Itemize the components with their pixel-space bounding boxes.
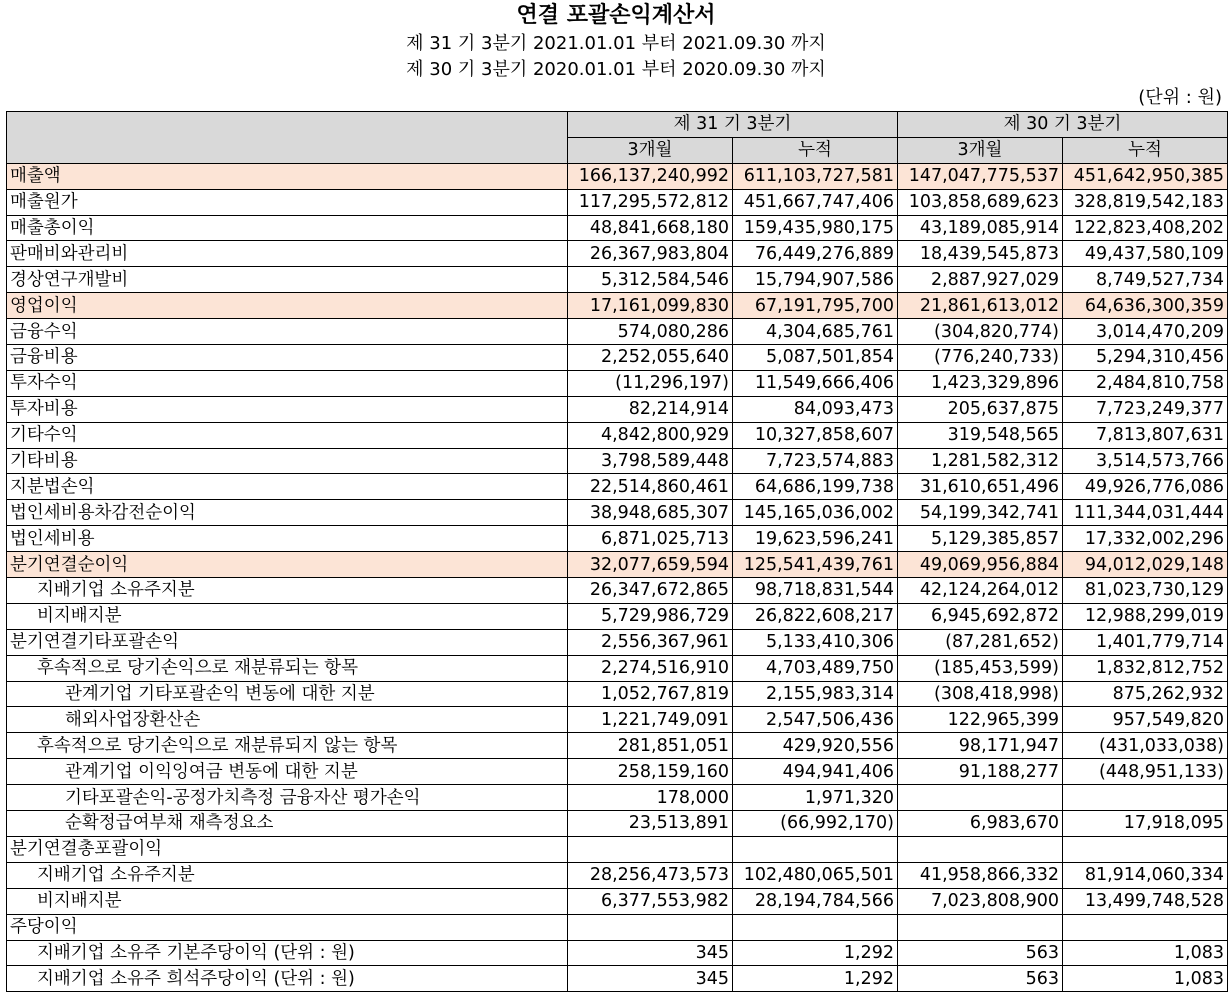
row-value: (448,951,133) [1063, 759, 1228, 785]
row-value: 1,052,767,819 [568, 681, 733, 707]
row-label: 해외사업장환산손 [7, 707, 568, 733]
row-label: 비지배지분 [7, 603, 568, 629]
table-row [7, 422, 1228, 448]
row-label: 영업이익 [7, 293, 568, 319]
row-label: 후속적으로 당기손익으로 재분류되지 않는 항목 [7, 733, 568, 759]
table-row [7, 785, 1228, 811]
row-value: 64,686,199,738 [733, 474, 898, 500]
table-row [7, 811, 1228, 837]
row-value: 48,841,668,180 [568, 215, 733, 241]
table-row [7, 578, 1228, 604]
row-value: 3,514,573,766 [1063, 448, 1228, 474]
row-value: 563 [898, 966, 1063, 992]
row-value: 84,093,473 [733, 396, 898, 422]
table-row [7, 836, 1228, 862]
row-value: 15,794,907,586 [733, 267, 898, 293]
period-current: 제 31 기 3분기 2021.01.01 부터 2021.09.30 까지 [406, 33, 826, 54]
row-value: 328,819,542,183 [1063, 189, 1228, 215]
header-period-current: 제 31 기 3분기 [568, 112, 898, 138]
table-row [7, 396, 1228, 422]
row-label: 기타비용 [7, 448, 568, 474]
row-label: 기타수익 [7, 422, 568, 448]
unit-label: (단위 : 원) [1138, 87, 1222, 108]
row-label: 매출액 [7, 163, 568, 189]
row-value: 159,435,980,175 [733, 215, 898, 241]
row-label: 경상연구개발비 [7, 267, 568, 293]
table-row [7, 448, 1228, 474]
row-value: 98,718,831,544 [733, 578, 898, 604]
row-value: 98,171,947 [898, 733, 1063, 759]
row-value: 205,637,875 [898, 396, 1063, 422]
income-statement-table [6, 111, 1228, 992]
row-value: 4,703,489,750 [733, 655, 898, 681]
row-value: 7,723,574,883 [733, 448, 898, 474]
row-value: 1,832,812,752 [1063, 655, 1228, 681]
row-value: 1,292 [733, 966, 898, 992]
row-value: 494,941,406 [733, 759, 898, 785]
row-value: 17,332,002,296 [1063, 526, 1228, 552]
row-value: 5,087,501,854 [733, 345, 898, 371]
row-value: 43,189,085,914 [898, 215, 1063, 241]
table-row [7, 603, 1228, 629]
row-label: 지분법손익 [7, 474, 568, 500]
row-label: 금융수익 [7, 319, 568, 345]
row-value: 147,047,775,537 [898, 163, 1063, 189]
row-value: 2,547,506,436 [733, 707, 898, 733]
row-value: 611,103,727,581 [733, 163, 898, 189]
table-row [7, 319, 1228, 345]
row-value: 22,514,860,461 [568, 474, 733, 500]
table-row [7, 888, 1228, 914]
row-value [898, 914, 1063, 940]
row-value: 49,926,776,086 [1063, 474, 1228, 500]
row-value: 6,945,692,872 [898, 603, 1063, 629]
row-label: 순확정급여부채 재측정요소 [7, 811, 568, 837]
row-value: 258,159,160 [568, 759, 733, 785]
row-value: 5,133,410,306 [733, 629, 898, 655]
table-row [7, 629, 1228, 655]
row-value: 76,449,276,889 [733, 241, 898, 267]
row-value: 957,549,820 [1063, 707, 1228, 733]
row-value: (304,820,774) [898, 319, 1063, 345]
row-label: 분기연결총포괄이익 [7, 836, 568, 862]
row-value: 91,188,277 [898, 759, 1063, 785]
row-value: 5,729,986,729 [568, 603, 733, 629]
row-value: (66,992,170) [733, 811, 898, 837]
row-value: 1,221,749,091 [568, 707, 733, 733]
row-label: 관계기업 이익잉여금 변동에 대한 지분 [7, 759, 568, 785]
row-value: 111,344,031,444 [1063, 500, 1228, 526]
row-value: 345 [568, 966, 733, 992]
table-row [7, 370, 1228, 396]
row-label: 기타포괄손익-공정가치측정 금융자산 평가손익 [7, 785, 568, 811]
row-value: 145,165,036,002 [733, 500, 898, 526]
row-value [568, 836, 733, 862]
row-value: 42,124,264,012 [898, 578, 1063, 604]
row-value: 49,437,580,109 [1063, 241, 1228, 267]
row-value: 6,377,553,982 [568, 888, 733, 914]
row-value [1063, 785, 1228, 811]
table-row [7, 966, 1228, 992]
row-label: 주당이익 [7, 914, 568, 940]
row-value: 31,610,651,496 [898, 474, 1063, 500]
row-label: 투자수익 [7, 370, 568, 396]
row-value: 5,294,310,456 [1063, 345, 1228, 371]
row-value: 122,965,399 [898, 707, 1063, 733]
row-value: 563 [898, 940, 1063, 966]
row-value: 26,822,608,217 [733, 603, 898, 629]
table-row [7, 500, 1228, 526]
table-row [7, 345, 1228, 371]
row-value: 19,623,596,241 [733, 526, 898, 552]
row-value: 102,480,065,501 [733, 862, 898, 888]
header-current-cumulative: 누적 [733, 137, 898, 163]
row-value: 41,958,866,332 [898, 862, 1063, 888]
row-value [733, 836, 898, 862]
table-row [7, 267, 1228, 293]
row-value: 2,155,983,314 [733, 681, 898, 707]
row-value [568, 914, 733, 940]
row-value: 1,083 [1063, 966, 1228, 992]
row-value: 54,199,342,741 [898, 500, 1063, 526]
row-value: 11,549,666,406 [733, 370, 898, 396]
row-value [898, 785, 1063, 811]
row-value: 26,367,983,804 [568, 241, 733, 267]
table-row [7, 293, 1228, 319]
row-value: 2,252,055,640 [568, 345, 733, 371]
statement-title: 연결 포괄손익계산서 [516, 3, 716, 28]
row-value [1063, 914, 1228, 940]
row-value [733, 914, 898, 940]
row-value: 7,723,249,377 [1063, 396, 1228, 422]
row-value: 125,541,439,761 [733, 552, 898, 578]
table-row [7, 526, 1228, 552]
row-value: 38,948,685,307 [568, 500, 733, 526]
row-value: (776,240,733) [898, 345, 1063, 371]
row-label: 분기연결기타포괄손익 [7, 629, 568, 655]
row-value [1063, 836, 1228, 862]
row-value: 345 [568, 940, 733, 966]
table-row [7, 163, 1228, 189]
row-value: 18,439,545,873 [898, 241, 1063, 267]
row-label: 분기연결순이익 [7, 552, 568, 578]
row-label: 판매비와관리비 [7, 241, 568, 267]
row-value: 81,914,060,334 [1063, 862, 1228, 888]
row-value: 451,667,747,406 [733, 189, 898, 215]
row-value: 2,484,810,758 [1063, 370, 1228, 396]
table-row [7, 474, 1228, 500]
row-value: 12,988,299,019 [1063, 603, 1228, 629]
row-value: 2,556,367,961 [568, 629, 733, 655]
header-row-group [7, 112, 1228, 138]
row-label: 관계기업 기타포괄손익 변동에 대한 지분 [7, 681, 568, 707]
row-value: 32,077,659,594 [568, 552, 733, 578]
row-value: 23,513,891 [568, 811, 733, 837]
table-row [7, 733, 1228, 759]
row-value: 13,499,748,528 [1063, 888, 1228, 914]
row-label: 비지배지분 [7, 888, 568, 914]
row-value: 3,014,470,209 [1063, 319, 1228, 345]
row-value: 1,281,582,312 [898, 448, 1063, 474]
row-label: 지배기업 소유주 희석주당이익 (단위 : 원) [7, 966, 568, 992]
row-label: 투자비용 [7, 396, 568, 422]
row-value: 2,274,516,910 [568, 655, 733, 681]
row-value: 1,423,329,896 [898, 370, 1063, 396]
row-value: 6,871,025,713 [568, 526, 733, 552]
row-value: 82,214,914 [568, 396, 733, 422]
period-prior: 제 30 기 3분기 2020.01.01 부터 2020.09.30 까지 [406, 59, 826, 80]
row-value: 4,842,800,929 [568, 422, 733, 448]
row-value: 117,295,572,812 [568, 189, 733, 215]
row-value: 5,129,385,857 [898, 526, 1063, 552]
table-row [7, 940, 1228, 966]
table-row [7, 241, 1228, 267]
row-value: 8,749,527,734 [1063, 267, 1228, 293]
row-value: 17,161,099,830 [568, 293, 733, 319]
row-value: 3,798,589,448 [568, 448, 733, 474]
row-value: (185,453,599) [898, 655, 1063, 681]
row-value: 21,861,613,012 [898, 293, 1063, 319]
row-value: 1,971,320 [733, 785, 898, 811]
table-row [7, 189, 1228, 215]
row-value: 574,080,286 [568, 319, 733, 345]
row-label: 법인세비용 [7, 526, 568, 552]
row-value: 4,304,685,761 [733, 319, 898, 345]
header-blank-cell [7, 112, 568, 164]
header-current-3m: 3개월 [568, 137, 733, 163]
row-value: 178,000 [568, 785, 733, 811]
table-row [7, 552, 1228, 578]
row-value: 94,012,029,148 [1063, 552, 1228, 578]
row-value: 1,401,779,714 [1063, 629, 1228, 655]
row-value: 28,256,473,573 [568, 862, 733, 888]
row-value: 64,636,300,359 [1063, 293, 1228, 319]
table-row [7, 759, 1228, 785]
row-value: 10,327,858,607 [733, 422, 898, 448]
row-value: 5,312,584,546 [568, 267, 733, 293]
header-period-prior: 제 30 기 3분기 [898, 112, 1228, 138]
row-value: 7,813,807,631 [1063, 422, 1228, 448]
header-prior-cumulative: 누적 [1063, 137, 1228, 163]
row-value: 429,920,556 [733, 733, 898, 759]
row-label: 후속적으로 당기손익으로 재분류되는 항목 [7, 655, 568, 681]
row-value: 122,823,408,202 [1063, 215, 1228, 241]
header-prior-3m: 3개월 [898, 137, 1063, 163]
table-row [7, 655, 1228, 681]
row-value: 6,983,670 [898, 811, 1063, 837]
row-value: 49,069,956,884 [898, 552, 1063, 578]
row-value: 451,642,950,385 [1063, 163, 1228, 189]
row-value: 875,262,932 [1063, 681, 1228, 707]
row-value: 103,858,689,623 [898, 189, 1063, 215]
row-label: 지배기업 소유주 기본주당이익 (단위 : 원) [7, 940, 568, 966]
row-value: 81,023,730,129 [1063, 578, 1228, 604]
row-value: 26,347,672,865 [568, 578, 733, 604]
row-value: 1,292 [733, 940, 898, 966]
row-value: 166,137,240,992 [568, 163, 733, 189]
table-row [7, 914, 1228, 940]
row-value [898, 836, 1063, 862]
row-value: (308,418,998) [898, 681, 1063, 707]
row-value: 28,194,784,566 [733, 888, 898, 914]
row-label: 법인세비용차감전순이익 [7, 500, 568, 526]
row-value: 281,851,051 [568, 733, 733, 759]
row-label: 지배기업 소유주지분 [7, 862, 568, 888]
table-row [7, 707, 1228, 733]
row-value: 17,918,095 [1063, 811, 1228, 837]
row-value: 1,083 [1063, 940, 1228, 966]
row-value: 67,191,795,700 [733, 293, 898, 319]
row-value: (431,033,038) [1063, 733, 1228, 759]
row-label: 지배기업 소유주지분 [7, 578, 568, 604]
row-value: 319,548,565 [898, 422, 1063, 448]
row-value: (11,296,197) [568, 370, 733, 396]
row-label: 매출원가 [7, 189, 568, 215]
row-label: 매출총이익 [7, 215, 568, 241]
row-value: 7,023,808,900 [898, 888, 1063, 914]
table-row [7, 215, 1228, 241]
table-row [7, 862, 1228, 888]
row-value: (87,281,652) [898, 629, 1063, 655]
row-label: 금융비용 [7, 345, 568, 371]
row-value: 2,887,927,029 [898, 267, 1063, 293]
table-row [7, 681, 1228, 707]
